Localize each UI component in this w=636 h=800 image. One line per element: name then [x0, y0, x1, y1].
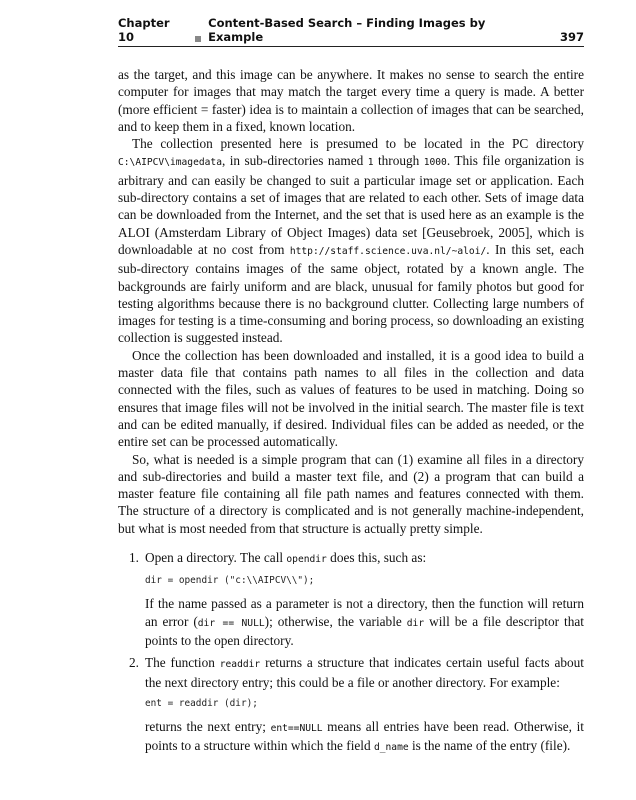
chapter-label: Chapter 10: [117, 16, 170, 44]
inline-code: readdir: [219, 659, 261, 671]
inline-code: d_name: [373, 742, 409, 754]
list-item: 1. Open a directory. The call opendir does this, such as: dir = opendir ("c:\\AIPCV\\"); If the name passed as a parameter is not a directory, then the function will return an error (dir == NULL); otherwise, the variable dir will be a file descriptor that points to the open directory.: [118, 549, 584, 649]
code-block: ent = readdir (dir);: [145, 697, 258, 709]
running-header: [117, 16, 584, 47]
list-item: 2. The function readdir returns a structure that indicates certain useful facts about the next directory entry; this could be a file or another directory. For example: ent = readdir (dir); returns the next entry; ent==NULL means all entries have been read. Otherwise, it points to a structure within which the field d_name is the name of the entry (file).: [118, 654, 584, 756]
inline-code: opendir: [286, 554, 327, 566]
paragraph-2: The collection presented here is presumed to be located in the PC directory C:\AIPCV\imagedata, in sub-directories named 1 through 1000. This file organization is arbitrary and can easily be changed to suit a particular image set or application. Each sub-directory contains a set of images that are related to each other. Sets of image data can be downloaded from the Internet, and the set that is used here as an example is the ALOI (Amsterdam Library of Object Images) data set [Geusebroek, 2005], which is downloadable at no cost from http://staff.science.uva.nl/~aloi/. In this set, each sub-directory contains images of the same object, rotated by a known angle. The backgrounds are fairly uniform and are black, unusual for family photos but good for testing algorithms because there is no background clutter. Collecting large numbers of images for testing is a time-consuming and boring process, so downloading an existing collection is suggested instead.: [118, 136, 584, 346]
code-block: dir = opendir ("c:\\AIPCV\\");: [145, 575, 315, 587]
inline-code: dir: [406, 617, 425, 629]
paragraph-1: as the target, and this image can be anywhere. It makes no sense to search the entire computer for images that may match the target every time a query is made. A better (more efficient = faster) idea is to maintain a collection of images that can be searched, and to keep them in a fixed, known location.: [118, 67, 584, 134]
chapter-title: Content-Based Search – Finding Images by Example: [208, 16, 486, 44]
body-text: [118, 66, 584, 756]
aloi-url: http://staff.science.uva.nl/~aloi/: [289, 245, 487, 257]
inline-code: ent==NULL: [270, 722, 323, 734]
list-number: 2.: [129, 655, 139, 671]
inline-code-1: 1: [367, 157, 374, 169]
inline-code-1000: 1000: [423, 157, 447, 169]
list-number: 1.: [129, 550, 139, 566]
inline-code: dir == NULL: [197, 617, 265, 629]
paragraph-3: Once the collection has been downloaded and installed, it is a good idea to build a master data file that contains path names to all files in the collection and data connected with the files, such as values of features to be used in matching. Doing so ensures that image files will not be involved in the initial search. The master file is text and can be edited manually, if desired. Individual files can be added as needed, or the entire set can be processed automatically.: [118, 347, 584, 450]
paragraph-4: So, what is needed is a simple program that can (1) examine all files in a directory and sub-directories and build a master text file, and (2) a program that can build a master feature file containing all file path names and features connected with them. The structure of a directory is complicated and is not generally machine-independent, but what is most needed from that structure is actually pretty simple.: [118, 451, 584, 536]
inline-code-path: C:\AIPCV\imagedata: [118, 157, 222, 169]
page-number: 397: [559, 30, 584, 44]
square-bullet-icon: [195, 36, 201, 42]
numbered-list: [118, 549, 584, 756]
